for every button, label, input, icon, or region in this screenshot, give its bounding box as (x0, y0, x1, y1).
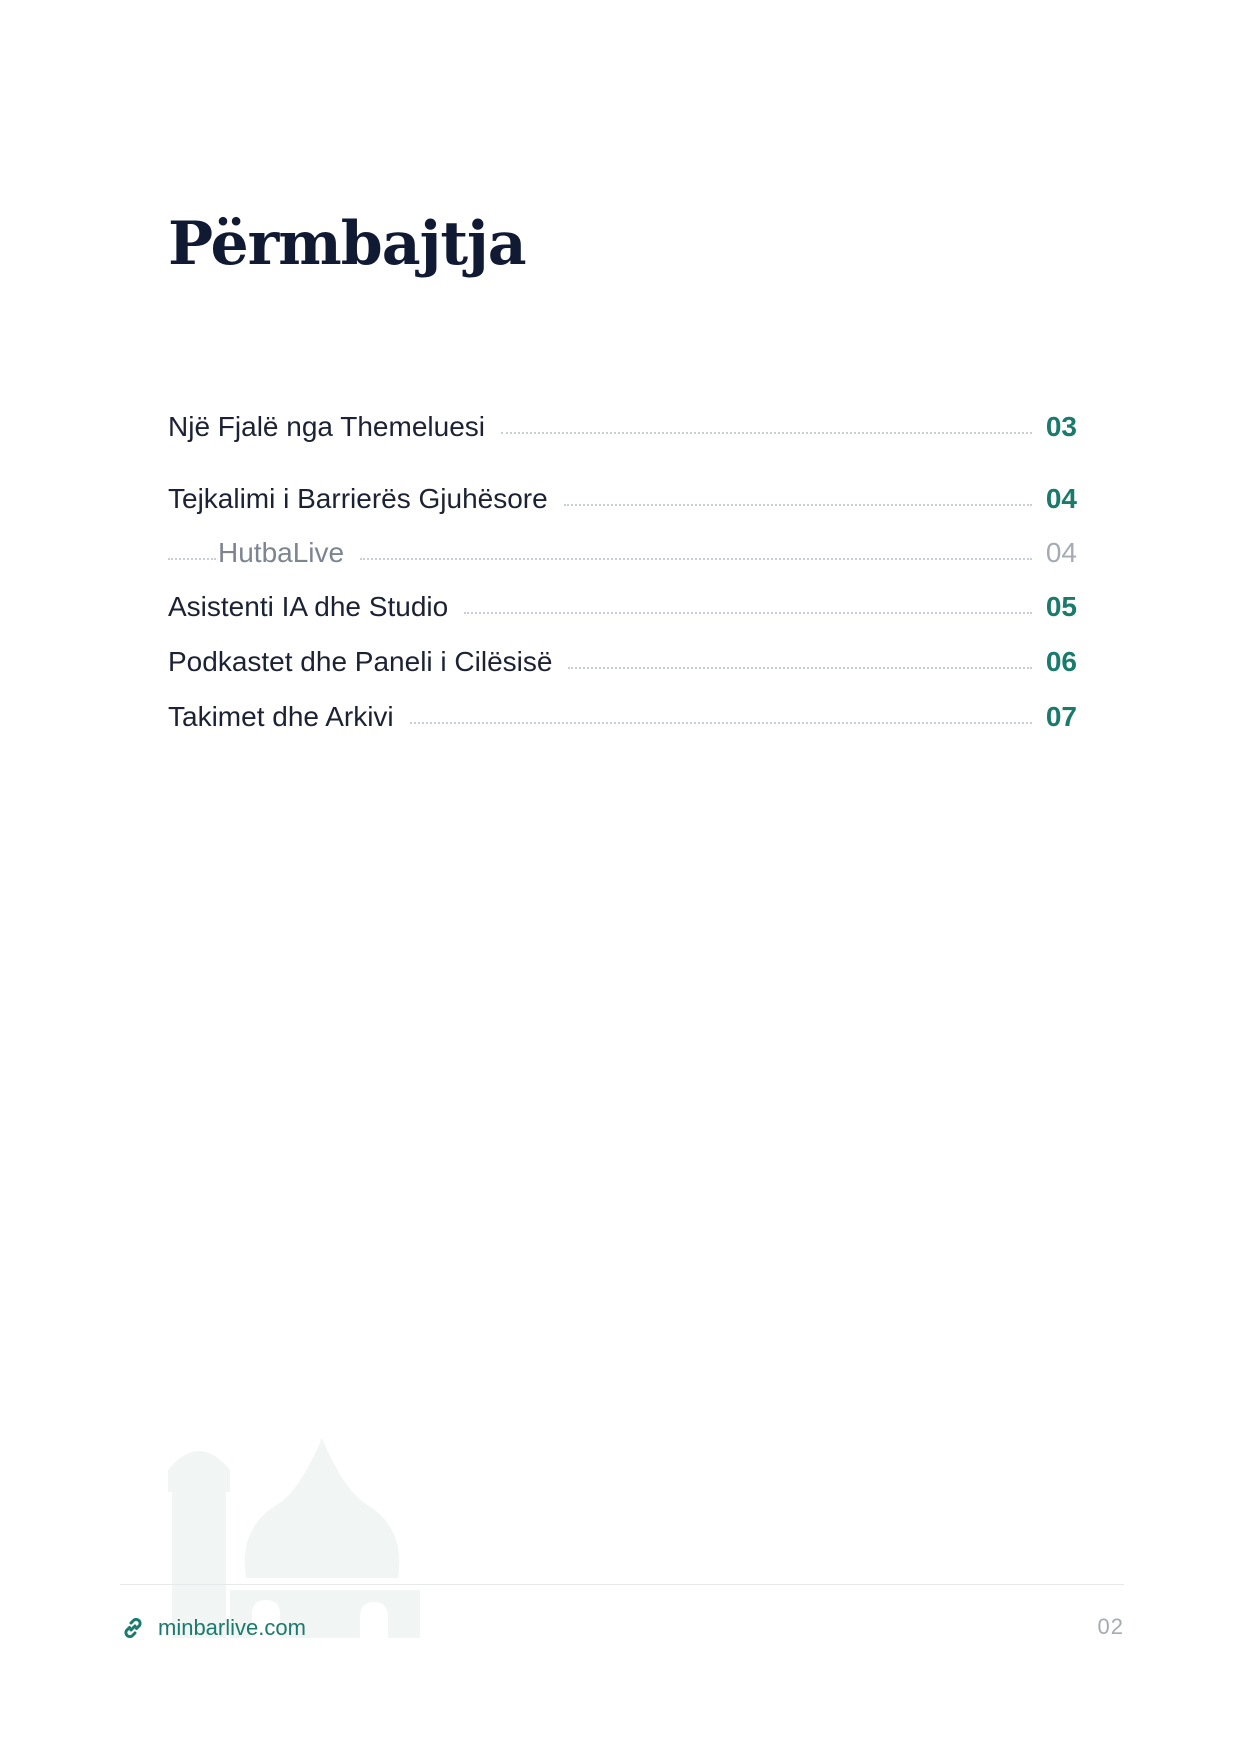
toc-entry-page: 04 (1045, 483, 1077, 515)
mosque-silhouette-icon (168, 1438, 420, 1638)
toc-entry-page: 05 (1045, 591, 1077, 623)
toc-entry-page: 06 (1045, 646, 1077, 678)
toc-entry-label: Një Fjalë nga Themeluesi (168, 411, 485, 443)
page-number: 02 (1097, 1614, 1124, 1639)
toc-dot-leader (501, 432, 1032, 434)
toc-entry-page: 03 (1045, 411, 1077, 443)
footer-divider (120, 1584, 1124, 1585)
toc-dot-leader (410, 722, 1032, 724)
toc-subentry-hutbalive[interactable] (168, 530, 1077, 570)
toc-dot-leader (564, 504, 1032, 506)
toc-entry-label: Tejkalimi i Barrierës Gjuhësore (168, 483, 548, 515)
toc-dot-leader (360, 558, 1032, 560)
footer-website-link[interactable] (120, 1610, 306, 1646)
toc-entry-podcasts[interactable] (168, 639, 1077, 679)
toc-entry-language-barrier[interactable] (168, 476, 1077, 516)
toc-dot-leader (464, 612, 1032, 614)
toc-dot-leader (568, 667, 1031, 669)
toc-indent-leader (168, 558, 216, 560)
toc-entry-label: HutbaLive (218, 537, 345, 569)
toc-entry-page: 04 (1045, 537, 1077, 569)
link-icon (120, 1615, 146, 1641)
toc-entry-label: Podkastet dhe Paneli i Cilësisë (168, 646, 553, 678)
page-title: Përmbajtja (168, 209, 526, 279)
toc-entry-ai-assistant[interactable] (168, 584, 1077, 624)
toc-entry-founder[interactable] (168, 404, 1077, 444)
toc-entry-label: Asistenti IA dhe Studio (168, 591, 449, 623)
toc-entry-meetings[interactable] (168, 694, 1077, 734)
footer-url: minbarlive.com (158, 1615, 306, 1640)
toc-entry-label: Takimet dhe Arkivi (168, 701, 394, 733)
toc-entry-page: 07 (1045, 701, 1077, 733)
